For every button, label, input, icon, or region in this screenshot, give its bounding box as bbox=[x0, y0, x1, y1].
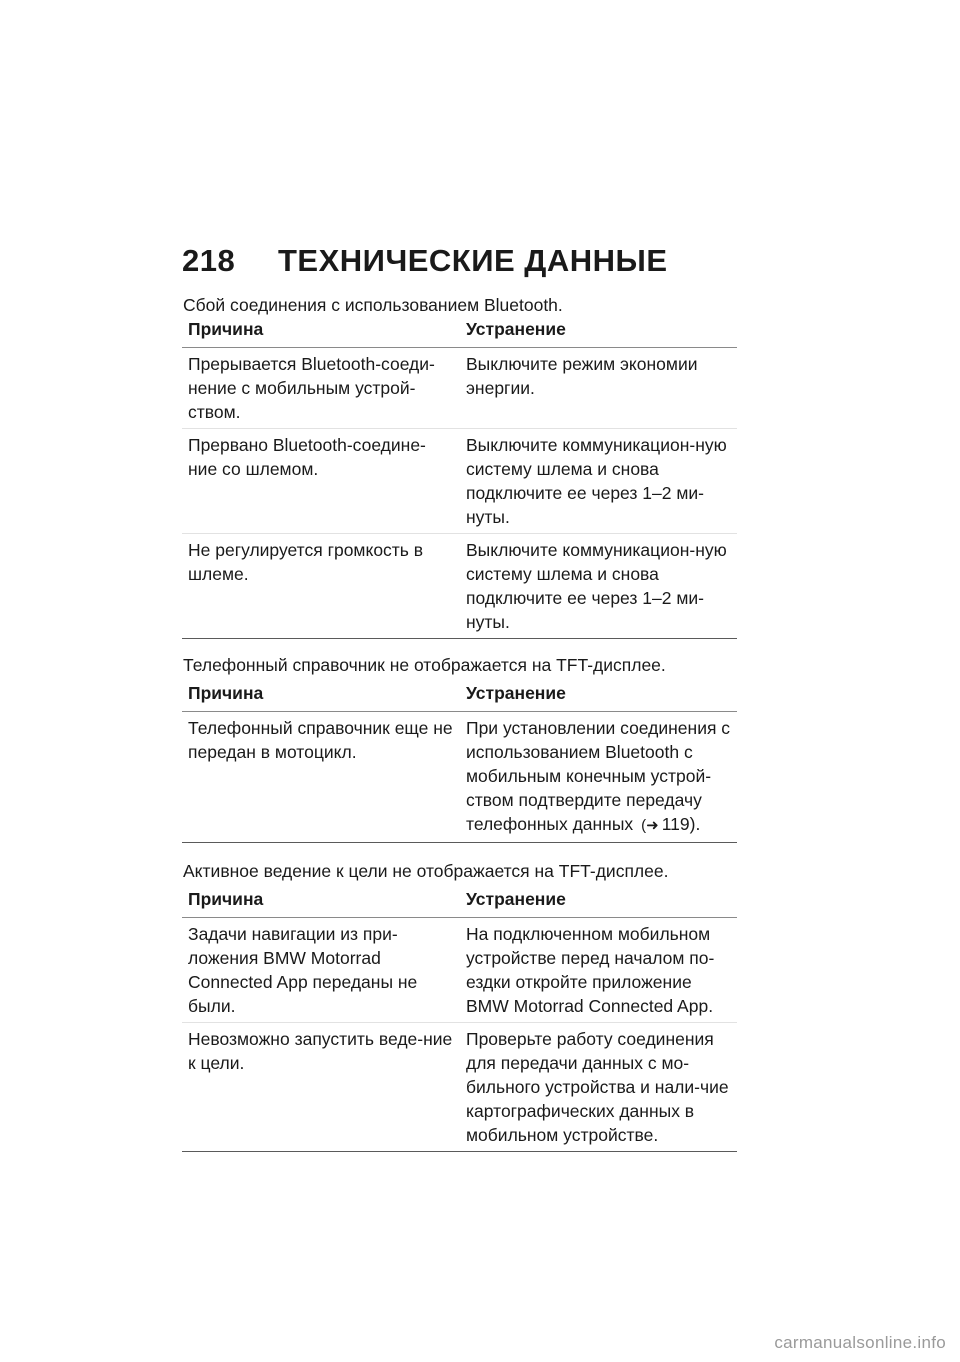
table-row bbox=[182, 712, 737, 843]
cause-cell: Не регулируется громкость в шлеме. bbox=[182, 534, 460, 639]
reference-page-number[interactable]: 119 bbox=[661, 814, 690, 834]
column-header-fix: Устранение bbox=[460, 317, 737, 348]
fix-cell: На подключенном мобильном устройстве перед началом по-ездки откройте приложение BMW Motorrad Connected App. bbox=[466, 924, 715, 1016]
column-header-cause: Причина bbox=[182, 317, 460, 348]
cause-cell: Задачи навигации из при-ложения BMW Motorrad Connected App переданы не были. bbox=[188, 924, 418, 1016]
table-header-row bbox=[182, 317, 737, 348]
column-header-fix: Устранение bbox=[460, 681, 737, 712]
fix-cell bbox=[460, 712, 737, 843]
column-header-cause: Причина bbox=[182, 681, 460, 712]
column-header-fix: Устранение bbox=[460, 887, 737, 918]
cause-cell: Прервано Bluetooth-соедине-ние со шлемом. bbox=[182, 429, 460, 534]
cause-cell: Невозможно запустить веде-ние к цели. bbox=[182, 1023, 460, 1152]
fix-cell: Выключите коммуникацион-ную систему шлема и снова подключите ее через 1–2 ми-нуты. bbox=[460, 429, 737, 534]
section-phonebook bbox=[182, 653, 737, 843]
column-header-cause: Причина bbox=[182, 887, 460, 918]
section-navigation bbox=[182, 859, 737, 1152]
fix-cell: Выключите коммуникацион-ную систему шлема и снова подключите ее через 1–2 ми-нуты. bbox=[460, 534, 737, 639]
cause-cell: Прерывается Bluetooth-соеди-нение с мобильным устрой-ством. bbox=[188, 354, 435, 422]
table-row bbox=[182, 1023, 737, 1152]
troubleshooting-table bbox=[182, 887, 737, 1152]
manual-page bbox=[182, 243, 737, 1152]
troubleshooting-table bbox=[182, 681, 737, 843]
section-title: Сбой соединения с использованием Bluetooth. bbox=[183, 295, 563, 315]
table-row bbox=[182, 534, 737, 639]
reference-close-paren: ). bbox=[689, 814, 701, 834]
table-header-row bbox=[182, 681, 737, 712]
table-row bbox=[182, 918, 737, 1023]
fix-cell: Проверьте работу соединения для передачи данных с мо-бильного устройства и нали-чие картографических данных в мобильном устройстве. bbox=[460, 1023, 737, 1152]
chapter-title: ТЕХНИЧЕСКИЕ ДАННЫЕ bbox=[278, 243, 668, 278]
watermark: carmanualsonline.info bbox=[774, 1333, 946, 1352]
page-number: 218 bbox=[182, 243, 236, 278]
table-row bbox=[182, 429, 737, 534]
fix-text: При установлении соединения с использованием Bluetooth с мобильным конечным устрой-ством подтвердите передачу телефонных данных bbox=[466, 718, 731, 834]
table-header-row bbox=[182, 887, 737, 918]
table-row bbox=[182, 348, 737, 429]
reference-open-paren: ( bbox=[641, 817, 647, 834]
section-title: Телефонный справочник не отображается на TFT-дисплее. bbox=[183, 655, 666, 675]
section-title: Активное ведение к цели не отображается на TFT-дисплее. bbox=[183, 861, 669, 881]
arrow-right-icon: ➜ bbox=[646, 817, 659, 834]
page-reference[interactable] bbox=[641, 814, 659, 838]
fix-cell: Выключите режим экономии энергии. bbox=[466, 354, 698, 398]
troubleshooting-table bbox=[182, 317, 737, 639]
cause-cell: Телефонный справочник еще не передан в мотоцикл. bbox=[188, 718, 453, 762]
section-bluetooth bbox=[182, 293, 737, 639]
page-header bbox=[182, 243, 737, 281]
